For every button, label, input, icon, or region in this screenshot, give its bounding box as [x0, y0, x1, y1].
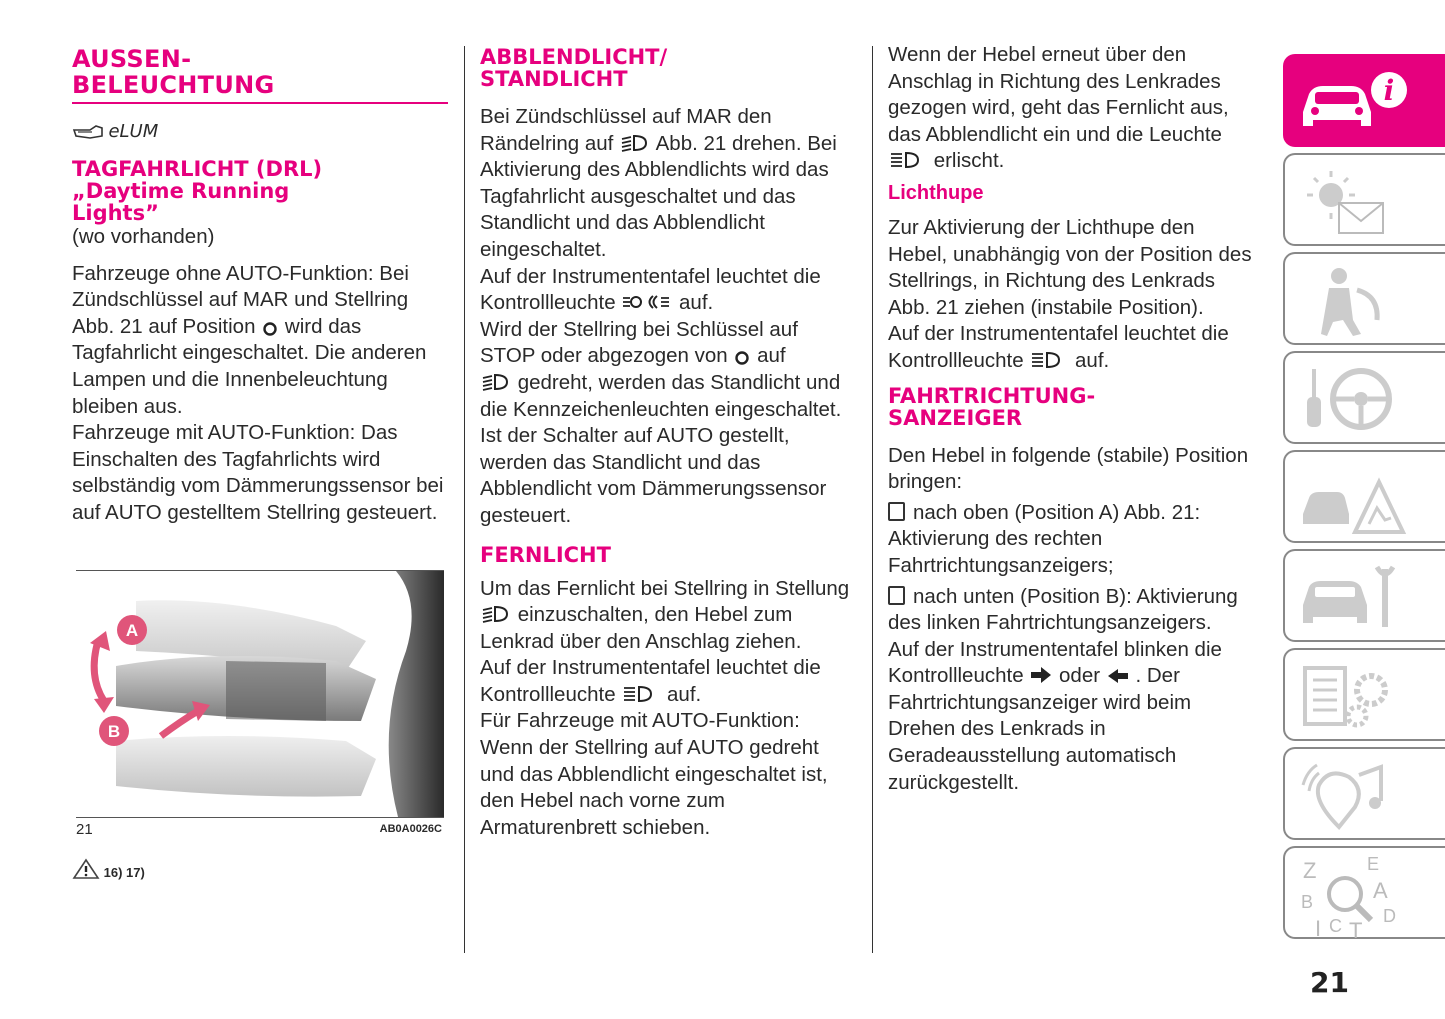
blinker-bullet-2: nach unten (Position B): Aktivierung des linken Fahrtrichtungsanzeigers.	[888, 584, 1238, 635]
arrow-left-icon	[1106, 665, 1130, 685]
lever-illustration	[76, 571, 444, 817]
tab-index[interactable]	[1283, 846, 1445, 939]
column-2	[480, 46, 855, 841]
key-steering-icon	[1299, 359, 1409, 439]
fernlicht-paragraph-3: Für Fahrzeuge mit AUTO-Funktion: Wenn der Stellring auf AUTO gedreht und das Abblendlicht eingeschaltet ist, den Hebel nach vorne zum Armaturenbrett schieben.	[480, 709, 828, 839]
figure-code: AB0A0026C	[379, 823, 442, 835]
elum-symbol	[72, 118, 448, 148]
blinker-bullet-1: nach oben (Position A) Abb. 21: Aktivierung des rechten Fahrtrichtungsanzeigers;	[888, 500, 1201, 577]
section-title-fahrtrichtungsanzeiger: FAHRTRICHTUNG- SANZEIGER	[888, 383, 1096, 430]
svg-text:A: A	[1373, 878, 1388, 903]
tab-car-info[interactable]	[1283, 54, 1445, 147]
drl-paragraph-1: Fahrzeuge ohne AUTO-Funktion: Bei Zündschlüssel auf MAR und Stellring Abb. 21 auf Position wird das Tagfahrlicht eingeschaltet. Die anderen Lampen und die Innenbeleuchtung bleiben aus.	[72, 261, 427, 418]
low-beam-icon	[480, 604, 512, 624]
drl-paragraph-2: Fahrzeuge mit AUTO-Funktion: Das Einschalten des Tagfahrlichts wird selbständig vom Dämmerungssensor bei auf AUTO gestelltem Stellring gesteuert.	[72, 421, 444, 524]
bullet-box	[888, 586, 905, 605]
position-lights-icon	[621, 292, 673, 312]
svg-text:Z: Z	[1303, 858, 1317, 883]
tab-maintenance[interactable]	[1283, 549, 1445, 642]
tab-multimedia[interactable]	[1283, 747, 1445, 840]
svg-text:i: i	[1383, 74, 1395, 107]
column-divider-2	[872, 46, 873, 953]
label-b: B	[107, 722, 121, 741]
svg-text:I: I	[1315, 916, 1322, 940]
column-divider-1	[464, 46, 465, 953]
tab-emergency[interactable]	[1283, 450, 1445, 543]
warning-reference: 16) 17)	[72, 858, 145, 880]
warning-light-icon	[1299, 161, 1409, 241]
section-title-fernlicht: FERNLICHT	[480, 542, 611, 567]
airbag-icon	[1299, 260, 1409, 340]
svg-text:B: B	[1301, 892, 1314, 912]
tech-data-icon	[1299, 656, 1409, 736]
breakdown-triangle-icon	[1299, 458, 1409, 538]
svg-text:D: D	[1383, 906, 1396, 926]
warning-hand-icon	[72, 858, 100, 880]
column-1	[72, 46, 448, 527]
abblend-paragraph-2: Auf der Instrumententafel leuchtet die Kontrollleuchte auf.	[480, 264, 821, 315]
subtitle-lichthupe: Lichthupe	[888, 181, 984, 204]
multimedia-icon	[1299, 755, 1409, 835]
low-beam-icon	[619, 133, 651, 153]
figure-21-lever	[76, 570, 444, 818]
fernlicht-paragraph-1: Um das Fernlicht bei Stellring in Stellung einzuschalten, den Hebel zum Lenkrad über den Anschlag ziehen.	[480, 576, 850, 653]
high-beam-icon	[621, 684, 661, 704]
tab-start-drive[interactable]	[1283, 351, 1445, 444]
tab-warning-lights[interactable]	[1283, 153, 1445, 246]
svg-text:C: C	[1329, 916, 1342, 936]
fernlicht-paragraph-4: Wenn der Hebel erneut über den Anschlag in Richtung des Lenkrades gezogen wird, geht das Fernlicht aus, das Abblendlicht ein und die Leuchte erlischt.	[888, 43, 1229, 173]
fernlicht-paragraph-2: Auf der Instrumententafel leuchtet die Kontrollleuchte auf.	[480, 656, 821, 706]
lichthupe-paragraph-2: Auf der Instrumententafel leuchtet die Kontrollleuchte auf.	[888, 322, 1229, 372]
position-o-icon	[733, 349, 751, 365]
high-beam-icon	[888, 150, 928, 170]
lichthupe-paragraph-1: Zur Aktivierung der Lichthupe den Hebel, unabhängig von der Position des Stellrings, in Richtung des Lenkrads Abb. 21 ziehen (instabile Position).	[888, 215, 1252, 319]
section-title-abblendlicht: ABBLENDLICHT/ STANDLICHT	[480, 45, 668, 91]
figure-caption	[76, 821, 444, 838]
drl-note: (wo vorhanden)	[72, 225, 215, 248]
abblend-paragraph-1: Bei Zündschlüssel auf MAR den Rändelring auf Abb. 21 drehen. Bei Aktivierung des Abblendlichts wird das Tagfahrlicht ausgeschaltet und das Standlicht und das Abblendlicht eingeschaltet.	[480, 105, 837, 261]
section-title-aussenbeleuchtung: AUSSEN- BELEUCHTUNG	[72, 46, 448, 104]
svg-text:T: T	[1349, 918, 1363, 940]
tab-technical-data[interactable]	[1283, 648, 1445, 741]
blinker-paragraph-2: Auf der Instrumententafel blinken die Kontrollleuchte oder . Der Fahrtrichtungsanzeiger wird beim Drehen des Lenkrads in Geradeausstellung automatisch zurückgestellt.	[888, 637, 1222, 794]
abblend-paragraph-3: Wird der Stellring bei Schlüssel auf STOP oder abgezogen von auf gedreht, werden das Standlicht und die Kennzeichenleuchten eingeschaltet. Ist der Schalter auf AUTO gestellt, werden das Standlicht und das Abblendlicht vom Dämmerungssensor gesteuert.	[480, 317, 842, 527]
bullet-box	[888, 502, 905, 521]
label-a: A	[125, 621, 139, 640]
column-3	[888, 43, 1258, 796]
car-service-icon	[1299, 557, 1409, 637]
index-icon	[1297, 850, 1407, 940]
svg-text:E: E	[1367, 854, 1380, 874]
figure-number: 21	[76, 821, 93, 838]
page-number: 21	[1310, 966, 1349, 999]
section-title-drl: TAGFAHRLICHT (DRL) „Daytime Running Lights”	[72, 157, 323, 225]
low-beam-icon	[480, 372, 512, 392]
blinker-paragraph-1: Den Hebel in folgende (stabile) Position bringen:	[888, 443, 1249, 494]
high-beam-icon	[1029, 350, 1069, 370]
tab-safety[interactable]	[1283, 252, 1445, 345]
arrow-right-icon	[1029, 665, 1053, 685]
position-o-icon	[261, 320, 279, 336]
car-info-icon	[1297, 66, 1417, 136]
elum-label: eLUM	[108, 121, 159, 142]
